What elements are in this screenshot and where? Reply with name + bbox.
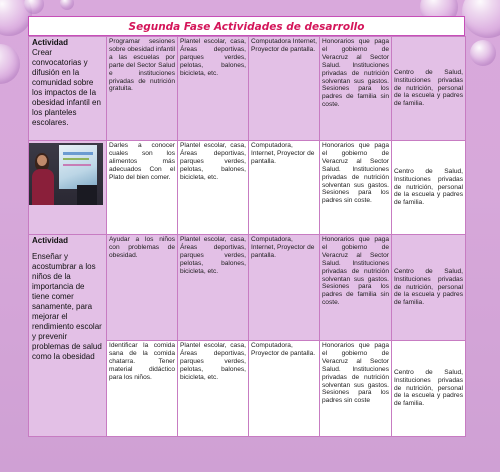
description-cell: Ayudar a los niños con problemas de obesidad. xyxy=(107,235,178,341)
table-row xyxy=(29,37,466,141)
responsible-text: Centro de Salud, Instituciones privadas de nutrición, personal de la escuela y padres de familia. xyxy=(394,368,463,408)
technology-cell: Computadora, Internet, Proyector de pantalla. xyxy=(249,141,320,235)
responsible-cell xyxy=(392,235,466,341)
table-title: Segunda Fase Actividades de desarrollo xyxy=(128,21,365,33)
decorative-bubble xyxy=(24,0,44,14)
description-cell: Darles a conocer cuales son los alimentos más adecuados Con el Plato del bien comer. xyxy=(107,141,178,235)
decorative-bubble xyxy=(0,44,20,84)
technology-cell: Computadora, Proyector de pantalla. xyxy=(249,341,320,437)
activity-cell xyxy=(29,37,107,141)
responsible-cell xyxy=(392,341,466,437)
costs-cell: Honorarios que paga el gobierno de Veracruz al Sector Salud. Instituciones privadas de nutrición solventan sus gastos. Sesiones para los padres sin coste xyxy=(320,341,392,437)
technology-cell: Computadora Internet, Proyector de pantalla. xyxy=(249,37,320,141)
responsible-text: Centro de Salud, Instituciones privadas de nutrición, personal de la escuela y padres de familia. xyxy=(394,267,463,307)
responsible-cell xyxy=(392,141,466,235)
decorative-bubble xyxy=(462,0,500,38)
technology-cell: Computadora, Internet, Proyector de pantalla. xyxy=(249,235,320,341)
materials-cell: Plantel escolar, casa, Áreas deportivas, parques verdes, pelotas, balones, bicicleta, etc. xyxy=(178,235,249,341)
activities-table xyxy=(28,36,466,437)
costs-cell: Honorarios que paga el gobierno de Veracruz al Sector Salud. Instituciones privadas de nutrición solventan sus gastos. Sesiones para los padres de familia sin coste. xyxy=(320,235,392,341)
description-cell: Identificar la comida sana de la comida chatarra. Tener material didáctico para los niños. xyxy=(107,341,178,437)
activity-heading: Actividad xyxy=(32,38,69,47)
responsible-cell xyxy=(392,37,466,141)
photo-cell xyxy=(29,141,107,235)
table-title-bar xyxy=(28,16,465,36)
activity-heading: Actividad xyxy=(32,236,69,245)
document-page xyxy=(28,16,465,434)
materials-cell: Plantel escolar, casa, Áreas deportivas, parques verdes, pelotas, balones, bicicleta, etc. xyxy=(178,37,249,141)
materials-cell: Plantel escolar, casa, Áreas deportivas, parques verdes, pelotas, balones, bicicleta, etc. xyxy=(178,341,249,437)
table-row xyxy=(29,141,466,235)
materials-cell: Plantel escolar, casa, Áreas deportivas, parques verdes, pelotas, balones, bicicleta, etc. xyxy=(178,141,249,235)
responsible-text: Centro de Salud, Instituciones privadas de nutrición, personal de la escuela y padres de familia. xyxy=(394,68,463,108)
costs-cell: Honorarios que paga el gobierno de Veracruz al Sector Salud. Instituciones privadas de nutrición solventan sus gastos. Sesiones para los padres de familia sin coste. xyxy=(320,37,392,141)
table-row xyxy=(29,235,466,341)
description-cell: Programar sesiones sobre obesidad infantil a las escuelas por parte del Sector Salud e instituciones privadas de nutrición gratuita. xyxy=(107,37,178,141)
decorative-bubble xyxy=(60,0,74,10)
responsible-text: Centro de Salud, Instituciones privadas de nutrición, personal de la escuela y padres de familia. xyxy=(394,167,463,207)
activity-text: Crear convocatorias y difusión en la comunidad sobre los impactos de la obesidad infantil en los planteles escolares. xyxy=(32,48,101,127)
costs-cell: Honorarios que paga el gobierno de Veracruz al Sector Salud. Instituciones privadas de nutrición solventan sus gastos. Sesiones para los padres sin coste. xyxy=(320,141,392,235)
presentation-photo xyxy=(29,143,103,205)
decorative-bubble xyxy=(470,40,496,66)
activity-cell xyxy=(29,235,107,437)
activity-text: Enseñar y acostumbrar a los niños de la importancia de tiene comer sanamente, para mejorar el rendimiento escolar y prevenir problemas de salud como la obesidad xyxy=(32,252,102,361)
